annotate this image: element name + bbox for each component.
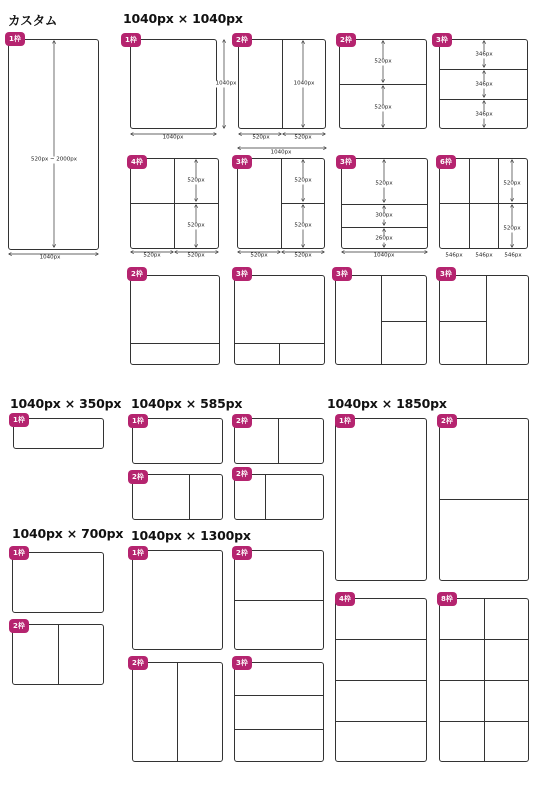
dim-label-width: 1040px	[373, 252, 395, 259]
title-1040x700: 1040px × 700px	[12, 526, 124, 541]
layout-badge: 1枠	[5, 32, 25, 46]
dim-label-height: 520px	[187, 177, 205, 184]
dim-label-height: 346px	[475, 111, 493, 118]
dim-label-height: 260px	[375, 235, 393, 242]
layout-700-1[interactable]	[12, 552, 104, 613]
layout-badge: 3枠	[332, 267, 352, 281]
layout-custom-1[interactable]	[8, 39, 99, 250]
layout-1850-1[interactable]	[335, 418, 427, 581]
layout-badge: 2枠	[232, 467, 252, 481]
layout-badge: 3枠	[336, 155, 356, 169]
divider-line	[282, 203, 324, 204]
layout-1300-3h[interactable]	[234, 662, 324, 762]
dim-label-height: 520px	[294, 177, 312, 184]
divider-line	[440, 69, 527, 70]
layout-badge: 2枠	[128, 656, 148, 670]
title-1040x585: 1040px × 585px	[131, 396, 243, 411]
title-1040x1040: 1040px × 1040px	[123, 11, 243, 26]
divider-line	[440, 499, 528, 500]
dim-label-height: 520px	[374, 58, 392, 65]
dim-label-width: 520px	[143, 252, 161, 259]
divider-line	[58, 625, 59, 684]
dim-label-width: 546px	[475, 252, 493, 259]
layout-badge: 1枠	[128, 414, 148, 428]
dim-label-height: 520px	[503, 180, 521, 187]
divider-line	[486, 276, 487, 364]
layout-badge: 2枠	[232, 546, 252, 560]
layout-1300-1[interactable]	[132, 550, 223, 650]
layout-square-1[interactable]	[130, 39, 217, 129]
layout-badge: 2枠	[232, 414, 252, 428]
divider-line	[440, 639, 528, 640]
divider-line	[131, 343, 219, 344]
layout-badge: 1枠	[9, 413, 29, 427]
layout-badge: 1枠	[9, 546, 29, 560]
layout-badge: 3枠	[232, 656, 252, 670]
divider-line	[282, 40, 283, 128]
divider-line	[336, 680, 426, 681]
dim-label-width: 520px	[252, 134, 270, 141]
layout-badge: 1枠	[121, 33, 141, 47]
layout-badge: 2枠	[128, 470, 148, 484]
layout-badge: 8枠	[437, 592, 457, 606]
dim-label-height: 346px	[475, 51, 493, 58]
divider-line	[340, 84, 426, 85]
divider-line	[440, 721, 528, 722]
divider-line	[235, 729, 323, 730]
divider-line	[440, 680, 528, 681]
layout-square-3-left-split[interactable]	[439, 275, 529, 365]
divider-line	[342, 204, 427, 205]
divider-line	[279, 344, 280, 364]
layout-badge: 1枠	[128, 546, 148, 560]
divider-line	[235, 600, 323, 601]
divider-line	[382, 321, 426, 322]
divider-line	[235, 695, 323, 696]
title-1040x1300: 1040px × 1300px	[131, 528, 251, 543]
layout-square-2-bottom-strip[interactable]	[130, 275, 220, 365]
layout-badge: 2枠	[437, 414, 457, 428]
layout-badge: 6枠	[436, 155, 456, 169]
title-1040x1850: 1040px × 1850px	[327, 396, 447, 411]
layout-badge: 3枠	[232, 155, 252, 169]
layout-badge: 2枠	[9, 619, 29, 633]
dim-label-width: 520px	[294, 134, 312, 141]
dim-label-height: 520px	[503, 225, 521, 232]
dim-label-height: 346px	[475, 81, 493, 88]
divider-line	[381, 276, 382, 364]
divider-line	[342, 227, 427, 228]
layout-badge: 3枠	[432, 33, 452, 47]
dim-label-height: 520px	[294, 222, 312, 229]
dim-label-custom-height: 520px ~ 2000px	[30, 156, 78, 163]
divider-line	[278, 419, 279, 463]
dim-label-width: 520px	[294, 252, 312, 259]
dim-label-width: 520px	[187, 252, 205, 259]
dim-label-width: 1040px	[39, 254, 61, 261]
dim-label-height: 1040px	[215, 80, 237, 87]
dim-label-width: 546px	[445, 252, 463, 259]
dim-label-height: 300px	[375, 212, 393, 219]
layout-badge: 4枠	[127, 155, 147, 169]
layout-badge: 2枠	[127, 267, 147, 281]
divider-line	[177, 663, 178, 761]
divider-line	[189, 475, 190, 519]
divider-line	[336, 639, 426, 640]
layout-badge: 3枠	[436, 267, 456, 281]
dim-label-height: 1040px	[293, 80, 315, 87]
dim-label-total-width: 1040px	[270, 149, 292, 156]
divider-line	[336, 721, 426, 722]
divider-line	[131, 203, 218, 204]
dim-label-height: 520px	[187, 222, 205, 229]
title-1040x350: 1040px × 350px	[10, 396, 122, 411]
layout-badge: 1枠	[335, 414, 355, 428]
layout-badge: 2枠	[232, 33, 252, 47]
dim-label-width: 520px	[250, 252, 268, 259]
layout-badge: 2枠	[336, 33, 356, 47]
divider-line	[440, 203, 527, 204]
title-custom: カスタム	[8, 13, 58, 28]
dim-label-height: 520px	[374, 104, 392, 111]
layout-badge: 3枠	[232, 267, 252, 281]
dim-label-width: 546px	[504, 252, 522, 259]
layout-badge: 4枠	[335, 592, 355, 606]
dim-label-height: 520px	[375, 180, 393, 187]
dim-label-width: 1040px	[162, 134, 184, 141]
divider-line	[265, 475, 266, 519]
divider-line	[440, 321, 486, 322]
divider-line	[440, 99, 527, 100]
